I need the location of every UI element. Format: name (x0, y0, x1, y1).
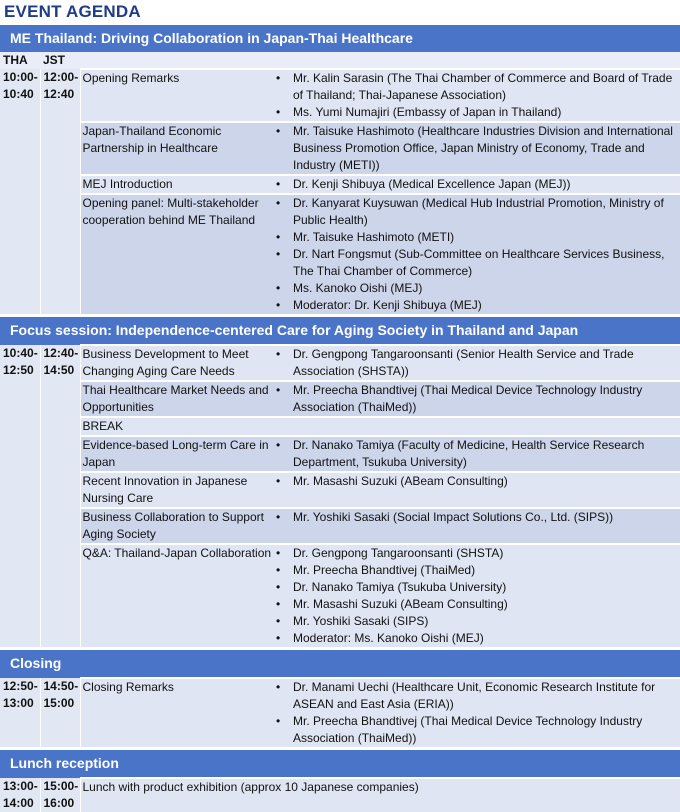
speaker-item: • Mr. Preecha Bhandtivej (ThaiMed) (273, 562, 680, 579)
session-title: MEJ Introduction (80, 175, 273, 194)
agenda-row (0, 436, 680, 472)
speaker-list (273, 70, 680, 121)
speaker-item: • Mr. Yoshiki Sasaki (SIPS) (273, 613, 680, 630)
session-title: Opening Remarks (80, 69, 273, 122)
agenda-table (0, 22, 680, 812)
speaker-item: • Dr. Manami Uechi (Healthcare Unit, Economic Research Institute for ASEAN and East Asia (ERIA)) (273, 679, 680, 713)
session-title: Opening panel: Multi-stakeholder cooperation behind ME Thailand (80, 194, 273, 316)
time-line: 15:00 (43, 696, 75, 710)
section-header (0, 24, 680, 53)
session-title: Japan-Thailand Economic Partnership in Healthcare (80, 122, 273, 175)
speaker-list (273, 346, 680, 380)
speaker-item: • Dr. Nanako Tamiya (Tsukuba University) (273, 579, 680, 596)
speaker-item: • Dr. Nanako Tamiya (Faculty of Medicine, Health Service Research Department, Tsukuba University) (273, 437, 680, 471)
speaker-item: • Dr. Kanyarat Kuysuwan (Medical Hub Industrial Promotion, Ministry of Public Health) (273, 195, 680, 229)
time-line: 10:40 (3, 87, 34, 101)
speaker-list (273, 195, 680, 314)
section-title: Focus session: Independence-centered Care for Aging Society in Thailand and Japan (0, 316, 680, 346)
session-title: Recent Innovation in Japanese Nursing Care (80, 472, 273, 508)
time-cell (0, 678, 40, 749)
agenda-row (0, 472, 680, 508)
agenda-row (0, 508, 680, 544)
time-line: 12:40- (43, 346, 79, 360)
column-header-row (0, 52, 680, 69)
agenda-row (0, 544, 680, 649)
section-header (0, 649, 680, 679)
speaker-list (273, 437, 680, 471)
session-title: Closing Remarks (80, 678, 273, 749)
speakers-cell (273, 345, 680, 381)
speaker-list (273, 473, 680, 490)
section-title: ME Thailand: Driving Collaboration in Japan-Thai Healthcare (0, 24, 680, 53)
speakers-cell (273, 544, 680, 649)
session-title: Business Collaboration to Support Aging Society (80, 508, 273, 544)
time-line: 16:00 (43, 796, 75, 810)
time-cell (40, 678, 80, 749)
speaker-item: • Mr. Taisuke Hashimoto (METI) (273, 229, 680, 246)
section-title: Lunch reception (0, 749, 680, 779)
agenda-row (0, 345, 680, 381)
agenda-row (0, 194, 680, 316)
speaker-list (273, 382, 680, 416)
speaker-item: • Ms. Kanoko Oishi (MEJ) (273, 280, 680, 297)
speaker-item: • Mr. Preecha Bhandtivej (Thai Medical Device Technology Industry Association (ThaiMed)) (273, 382, 680, 416)
time-line: 12:40 (43, 87, 75, 101)
agenda-row (0, 417, 680, 436)
agenda-row (0, 175, 680, 194)
col-header-blank (80, 52, 680, 69)
speaker-item: • Dr. Kenji Shibuya (Medical Excellence Japan (MEJ)) (273, 176, 680, 193)
speakers-cell (273, 122, 680, 175)
time-cell (0, 69, 40, 316)
time-line: 12:50- (3, 679, 38, 693)
speaker-item: • Mr. Masashi Suzuki (ABeam Consulting) (273, 473, 680, 490)
time-line: 15:00- (43, 779, 79, 793)
speaker-list (273, 176, 680, 193)
speaker-item: • Moderator: Ms. Kanoko Oishi (MEJ) (273, 630, 680, 647)
speaker-item: • Dr. Gengpong Tangaroonsanti (SHSTA) (273, 545, 680, 562)
speaker-list (273, 679, 680, 747)
time-line: 14:00 (3, 796, 34, 810)
section-title: Closing (0, 649, 680, 679)
speakers-cell (273, 472, 680, 508)
time-line: 13:00 (3, 696, 34, 710)
speaker-item: • Ms. Yumi Numajiri (Embassy of Japan in Thailand) (273, 104, 680, 121)
page-title: EVENT AGENDA (4, 2, 141, 21)
time-line: 10:00- (3, 70, 38, 84)
speaker-item: • Mr. Yoshiki Sasaki (Social Impact Solutions Co., Ltd. (SIPS)) (273, 509, 680, 526)
section-header (0, 316, 680, 346)
speakers-cell (273, 508, 680, 544)
speaker-list (273, 123, 680, 174)
speaker-list (273, 545, 680, 647)
session-title: Thai Healthcare Market Needs and Opportunities (80, 381, 273, 417)
agenda-row (0, 69, 680, 122)
speaker-item: • Moderator: Dr. Kenji Shibuya (MEJ) (273, 297, 680, 314)
speaker-item: • Mr. Taisuke Hashimoto (Healthcare Industries Division and International Business Promotion Office, Japan Ministry of Economy, Trade and Industry (METI)) (273, 123, 680, 174)
agenda-row (0, 122, 680, 175)
agenda-row (0, 381, 680, 417)
col-header-tha: THA (0, 52, 40, 69)
speaker-list (273, 509, 680, 526)
time-line: 14:50 (43, 363, 75, 377)
time-line: 12:00- (43, 70, 79, 84)
speakers-cell (273, 381, 680, 417)
session-title: Q&A: Thailand-Japan Collaboration (80, 544, 273, 649)
session-title: Lunch with product exhibition (approx 10 Japanese companies) (80, 778, 680, 812)
speaker-item: • Mr. Kalin Sarasin (The Thai Chamber of Commerce and Board of Trade of Thailand; Thai-Japanese Association) (273, 70, 680, 104)
speakers-cell (273, 436, 680, 472)
agenda-row (0, 678, 680, 749)
speakers-cell (273, 69, 680, 122)
col-header-jst: JST (40, 52, 80, 69)
agenda-row (0, 778, 680, 812)
time-cell (40, 345, 80, 649)
speakers-cell (273, 194, 680, 316)
session-title: BREAK (80, 417, 680, 436)
time-cell (40, 778, 80, 812)
time-line: 12:50 (3, 363, 34, 377)
time-cell (0, 778, 40, 812)
time-line: 10:40- (3, 346, 38, 360)
speaker-item: • Dr. Nart Fongsmut (Sub-Committee on Healthcare Services Business, The Thai Chamber of Commerce) (273, 246, 680, 280)
time-cell (40, 69, 80, 316)
speaker-item: • Mr. Masashi Suzuki (ABeam Consulting) (273, 596, 680, 613)
time-line: 13:00- (3, 779, 38, 793)
time-cell (0, 345, 40, 649)
speakers-cell (273, 678, 680, 749)
time-line: 14:50- (43, 679, 79, 693)
speakers-cell (273, 175, 680, 194)
speaker-item: • Dr. Gengpong Tangaroonsanti (Senior Health Service and Trade Association (SHSTA)) (273, 346, 680, 380)
speaker-item: • Mr. Preecha Bhandtivej (Thai Medical Device Technology Industry Association (ThaiMed)) (273, 713, 680, 747)
session-title: Evidence-based Long-term Care in Japan (80, 436, 273, 472)
session-title: Business Development to Meet Changing Aging Care Needs (80, 345, 273, 381)
section-header (0, 749, 680, 779)
